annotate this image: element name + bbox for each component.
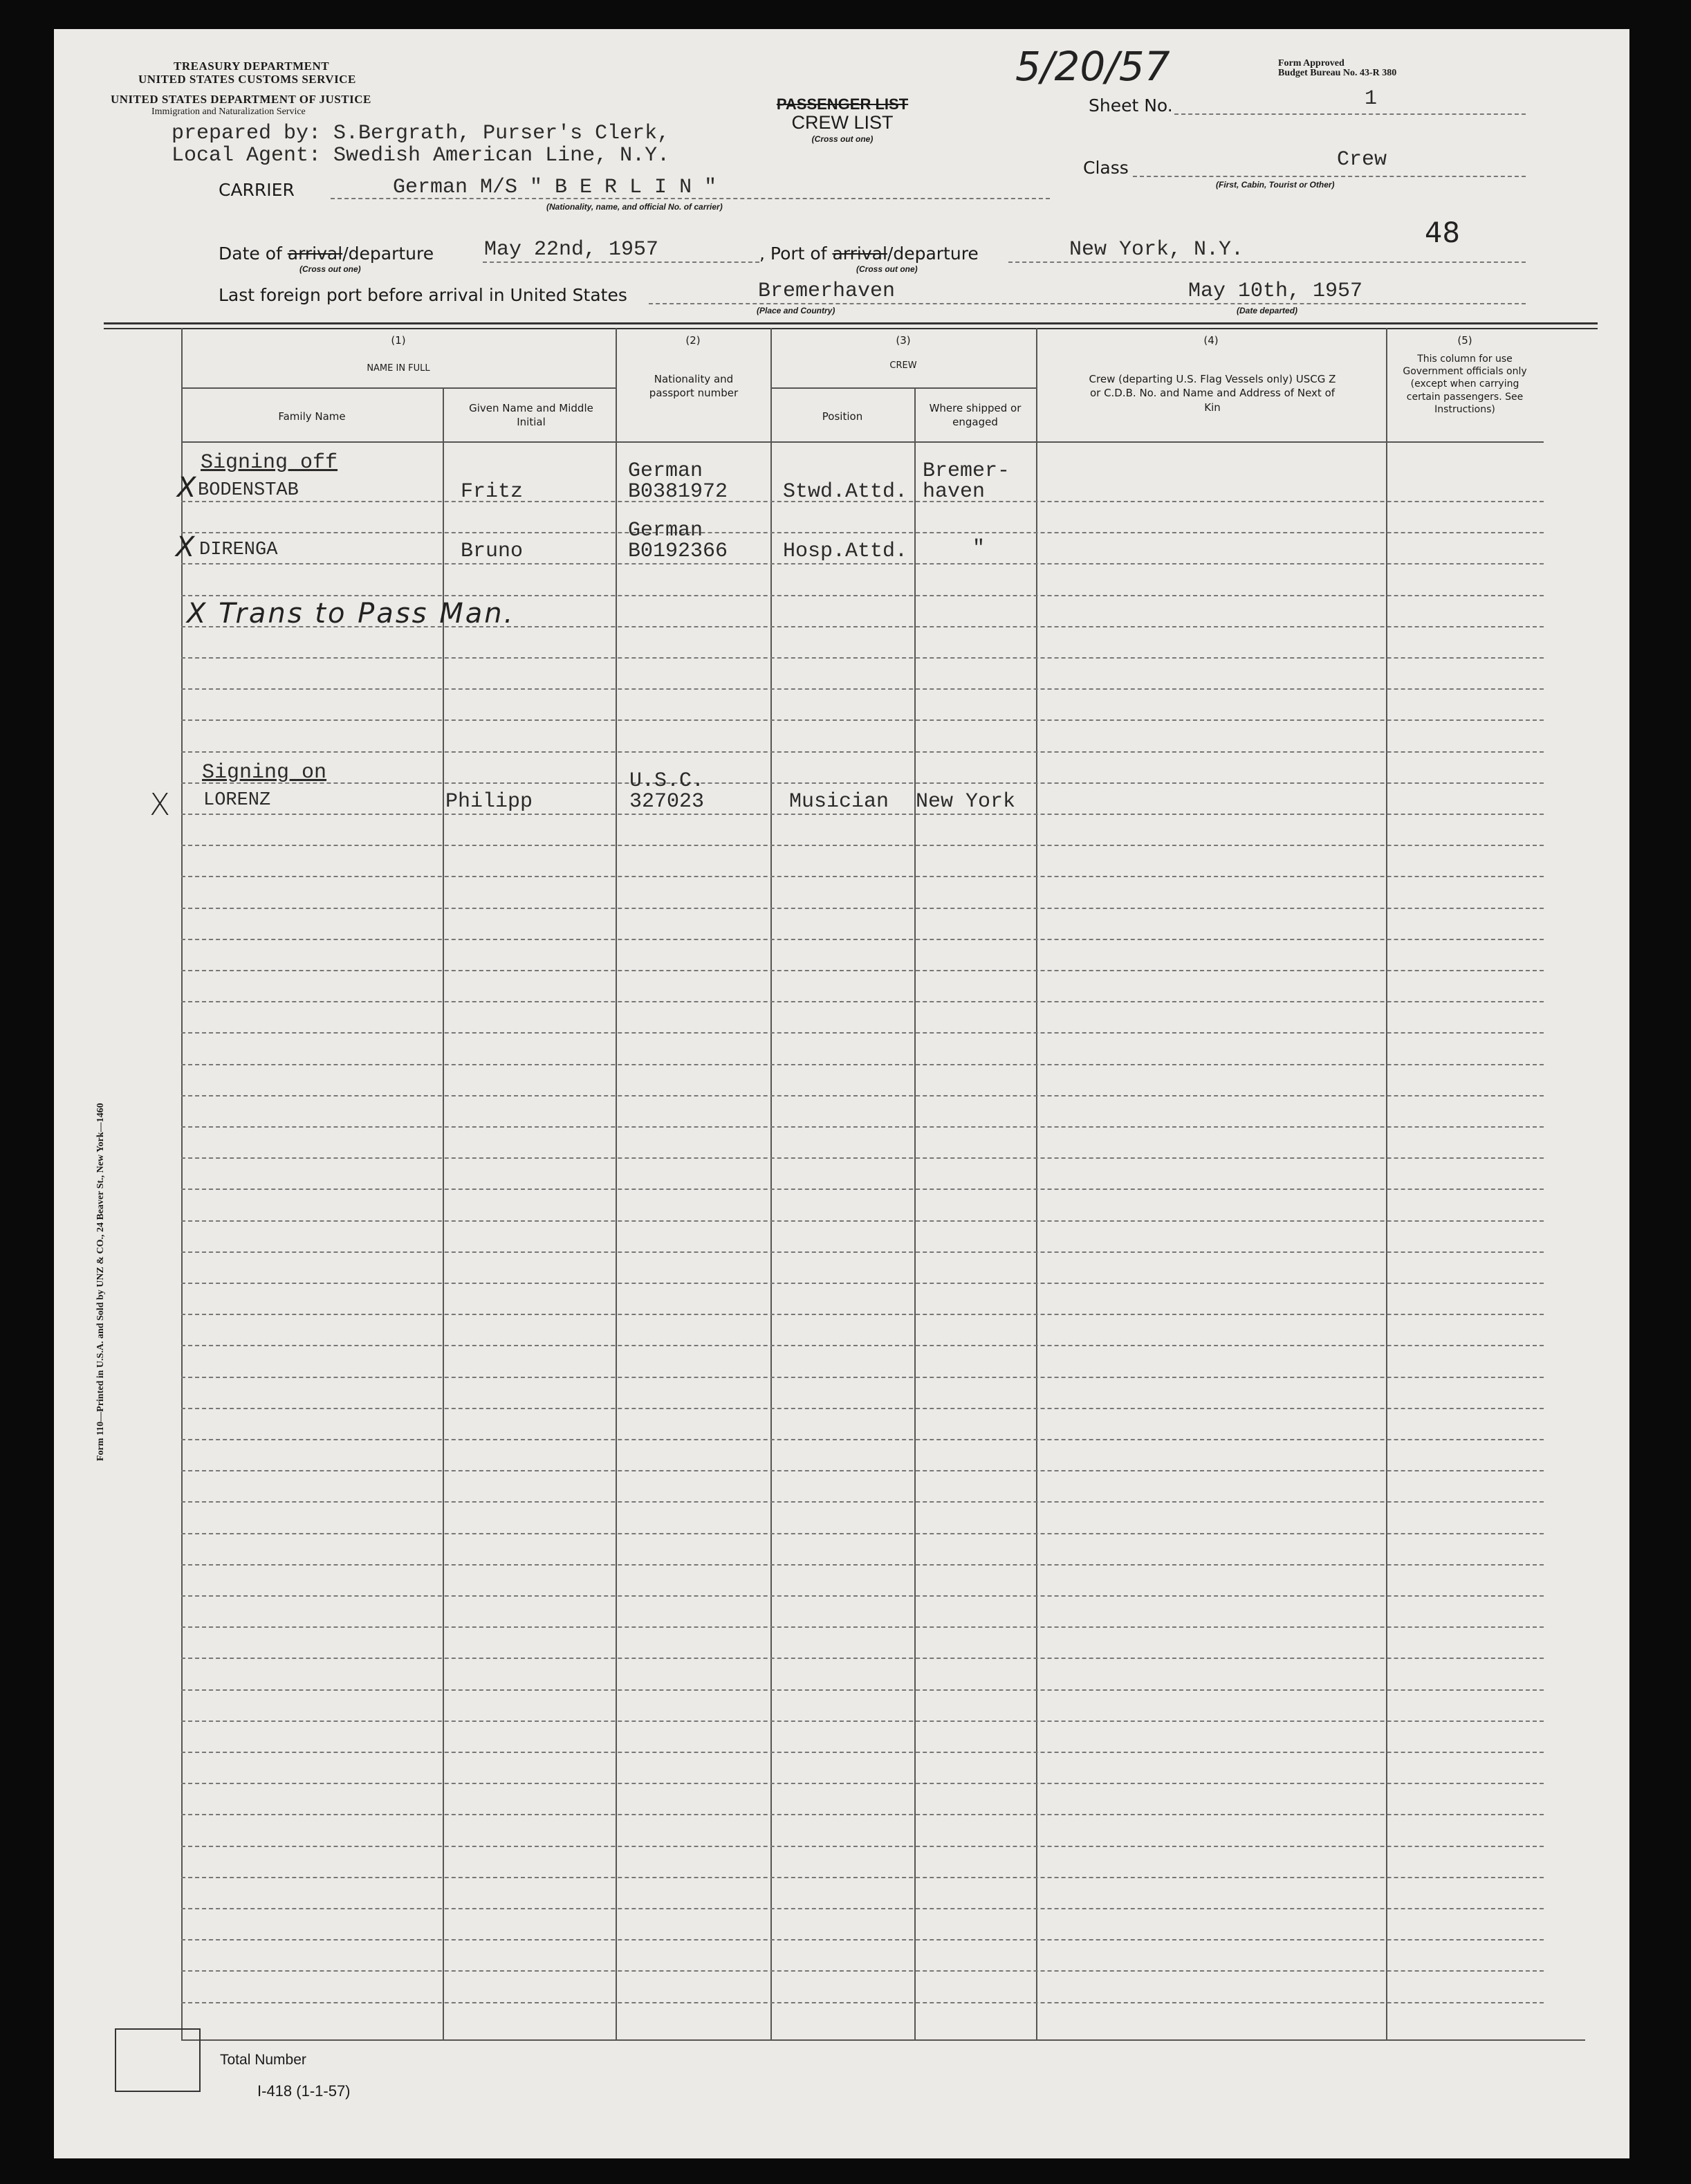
budget-bureau: Budget Bureau No. 43-R 380 (1278, 68, 1397, 78)
row-rule (181, 1157, 1544, 1159)
row-rule (181, 1658, 1544, 1659)
row1-shipped-1: Bremer- (923, 459, 1010, 483)
row-rule (181, 814, 1544, 815)
row-rule (181, 1533, 1544, 1534)
agency-line-3: UNITED STATES DEPARTMENT OF JUSTICE (111, 93, 371, 106)
row-rule (181, 1470, 1544, 1471)
foreign-port-date: May 10th, 1957 (1188, 279, 1363, 303)
side-imprint: Form 110—Printed in U.S.A. and Sold by UNZ & CO., 24 Beaver St., New York—1460 (95, 1103, 106, 1461)
foreign-port-note: (Place and Country) (757, 306, 835, 315)
row3-given-name: Philipp (445, 790, 533, 814)
row-rule (181, 1939, 1544, 1940)
col2-number: (2) (685, 334, 701, 347)
row-rule (181, 970, 1544, 971)
row-rule (181, 845, 1544, 846)
row-rule (181, 1877, 1544, 1878)
passenger-list-struck: PASSENGER LIST (776, 95, 909, 113)
agency-line-2: UNITED STATES CUSTOMS SERVICE (138, 73, 356, 86)
prepared-by: prepared by: S.Bergrath, Purser's Clerk, (172, 122, 670, 145)
row2-nationality: German (628, 519, 703, 542)
departure-port: New York, N.Y. (1069, 238, 1244, 261)
row-rule (181, 1814, 1544, 1815)
row-rule (181, 1095, 1544, 1096)
col4-number: (4) (1203, 334, 1219, 347)
col-given-name: Given Name and Middle Initial (469, 402, 593, 429)
sheet-number: 1 (1365, 87, 1378, 111)
row-rule (181, 1564, 1544, 1566)
row3-family-name: LORENZ (203, 790, 271, 811)
foreign-port-date-note: (Date departed) (1237, 306, 1298, 315)
signing-off-heading: Signing off (201, 451, 338, 475)
row-rule (181, 1283, 1544, 1284)
row-rule (181, 1032, 1544, 1034)
row-rule (181, 1720, 1544, 1722)
signing-on-heading: Signing on (202, 761, 327, 784)
foreign-port-label: Last foreign port before arrival in United States (219, 285, 627, 305)
row1-passport: B0381972 (628, 480, 728, 504)
local-agent: Local Agent: Swedish American Line, N.Y. (172, 144, 670, 167)
col-where-shipped: Where shipped or engaged (929, 402, 1022, 429)
class-label: Class (1083, 158, 1129, 178)
row-rule (181, 1689, 1544, 1691)
col3-title: CREW (889, 360, 917, 371)
row-rule (181, 1501, 1544, 1503)
row2-mark: X (176, 531, 195, 563)
row-rule (181, 1001, 1544, 1002)
title-note: (Cross out one) (811, 134, 874, 144)
row-rule (181, 1314, 1544, 1315)
col-family-name: Family Name (278, 410, 346, 423)
row-rule (181, 1595, 1544, 1597)
row-rule (181, 1220, 1544, 1222)
row-rule (181, 1064, 1544, 1065)
sheet-label: Sheet No. (1089, 95, 1173, 116)
row-rule (181, 2002, 1544, 2003)
port-label: , Port of arrival/departure (759, 244, 979, 264)
row3-position: Musician (789, 790, 889, 814)
port-note: (Cross out one) (856, 264, 918, 274)
row-rule (181, 532, 1544, 533)
agency-line-4: Immigration and Naturalization Service (151, 107, 306, 117)
date-label: Date of arrival/departure (219, 244, 434, 264)
row-rule (181, 908, 1544, 909)
agency-line-1: TREASURY DEPARTMENT (174, 59, 330, 73)
row-rule (181, 939, 1544, 940)
row-rule (181, 1752, 1544, 1753)
class-value: Crew (1337, 148, 1387, 172)
handwritten-number: 48 (1425, 217, 1460, 249)
carrier-label: CARRIER (219, 180, 295, 200)
col-government-use: This column for use Government officials only (except when carrying certain passengers. See Instructions) (1403, 354, 1527, 415)
col1-number: (1) (391, 334, 406, 347)
row-rule (181, 1846, 1544, 1847)
col3-number: (3) (896, 334, 911, 347)
row-rule (181, 1908, 1544, 1909)
row1-given-name: Fritz (461, 480, 524, 504)
crew-list-title: CREW LIST (791, 112, 894, 133)
row-rule (181, 563, 1544, 565)
row3-passport: 327023 (629, 790, 705, 814)
row-rule (181, 1189, 1544, 1190)
row-rule (181, 719, 1544, 721)
row2-position: Hosp.Attd. (783, 540, 908, 563)
row-rule (181, 1251, 1544, 1253)
row-rule (181, 1626, 1544, 1628)
row-rule (181, 1408, 1544, 1409)
row2-passport: B0192366 (628, 540, 728, 563)
foreign-port: Bremerhaven (758, 279, 896, 303)
departure-date: May 22nd, 1957 (484, 238, 659, 261)
date-note: (Cross out one) (299, 264, 361, 274)
class-note: (First, Cabin, Tourist or Other) (1216, 180, 1335, 190)
row-rule (181, 876, 1544, 877)
row3-nationality: U.S.C. (629, 769, 705, 793)
row-rule (181, 1345, 1544, 1346)
transfer-note: X Trans to Pass Man. (187, 598, 515, 630)
col-position: Position (822, 410, 863, 423)
row2-shipped: " (972, 537, 986, 560)
row1-family-name: BODENSTAB (198, 480, 299, 501)
row2-family-name: DIRENGA (199, 540, 278, 560)
row-rule (181, 1377, 1544, 1378)
row-rule (181, 688, 1544, 690)
row1-mark: X (177, 472, 196, 504)
carrier-note: (Nationality, name, and official No. of carrier) (546, 202, 723, 212)
row2-given-name: Bruno (461, 540, 524, 563)
crew-list-form (54, 29, 1629, 2158)
row3-mark: X (149, 787, 171, 823)
row1-shipped-2: haven (923, 480, 986, 504)
form-number: I-418 (1-1-57) (257, 2082, 351, 2100)
col-crew-kin: Crew (departing U.S. Flag Vessels only) USCG Z or C.D.B. No. and Name and Address of Next of Kin (1089, 373, 1336, 414)
carrier-value: German M/S " B E R L I N " (393, 176, 717, 199)
row-rule (181, 1783, 1544, 1784)
row-rule (181, 595, 1544, 596)
row1-nationality: German (628, 459, 703, 483)
handwritten-date: 5/20/57 (1015, 43, 1170, 90)
total-number-box (115, 2028, 201, 2092)
row-rule (181, 1126, 1544, 1128)
form-approved: Form Approved (1278, 58, 1345, 68)
row-rule (181, 782, 1544, 784)
row-rule (181, 657, 1544, 659)
col-nationality: Nationality and passport number (649, 373, 739, 400)
col1-title: NAME IN FULL (367, 363, 430, 374)
row-rule (181, 1439, 1544, 1440)
total-number-label: Total Number (220, 2052, 306, 2068)
row1-position: Stwd.Attd. (783, 480, 908, 504)
row3-shipped: New York (916, 790, 1016, 814)
row-rule (181, 751, 1544, 753)
col5-number: (5) (1457, 334, 1472, 347)
row-rule (181, 1970, 1544, 1972)
